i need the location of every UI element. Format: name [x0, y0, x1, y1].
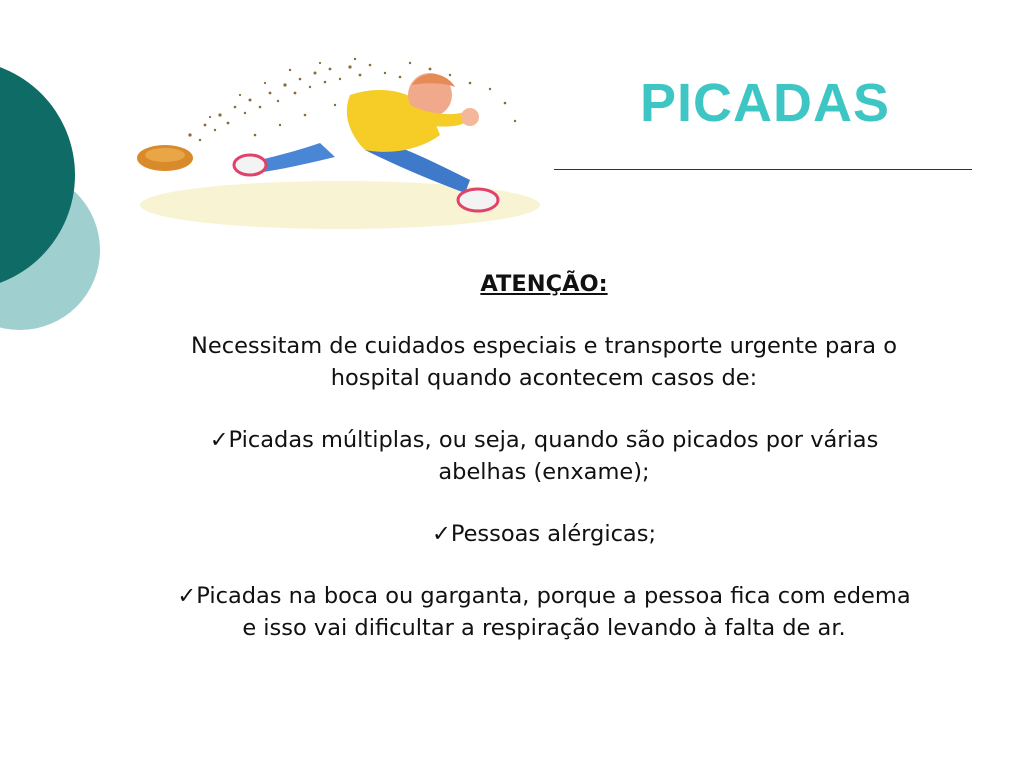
- beehive-texture: [145, 148, 185, 162]
- spacer: [170, 394, 918, 424]
- legs: [255, 143, 335, 173]
- bullet-item: [170, 518, 918, 550]
- shoe-front: [234, 155, 266, 175]
- title-divider: [554, 169, 972, 170]
- spacer: [170, 488, 918, 518]
- intro-text: Necessitam de cuidados especiais e transporte urgente para o hospital quando acontecem casos de:: [191, 333, 897, 391]
- spacer: [170, 300, 918, 330]
- bullet-text: Pessoas alérgicas;: [450, 521, 657, 547]
- spacer: [170, 550, 918, 580]
- hand: [461, 108, 479, 126]
- slide-body: [170, 268, 918, 644]
- bullet-item: [170, 424, 918, 488]
- attention-heading: ATENÇÃO:: [480, 271, 608, 297]
- checkmark-icon: ✓: [177, 583, 197, 609]
- person-fleeing-bee-swarm-illustration: [110, 55, 540, 255]
- slide-title: PICADAS: [639, 73, 891, 133]
- bullet-text: Picadas na boca ou garganta, porque a pessoa fica com edema e isso vai dificultar a respiração levando à falta de ar.: [196, 583, 911, 641]
- shoe-back: [458, 189, 498, 211]
- decorative-circles: [0, 0, 120, 420]
- bullet-text: Picadas múltiplas, ou seja, quando são picados por várias abelhas (enxame);: [228, 427, 879, 485]
- checkmark-icon: ✓: [431, 521, 451, 547]
- bullet-item: [170, 580, 918, 644]
- checkmark-icon: ✓: [209, 427, 229, 453]
